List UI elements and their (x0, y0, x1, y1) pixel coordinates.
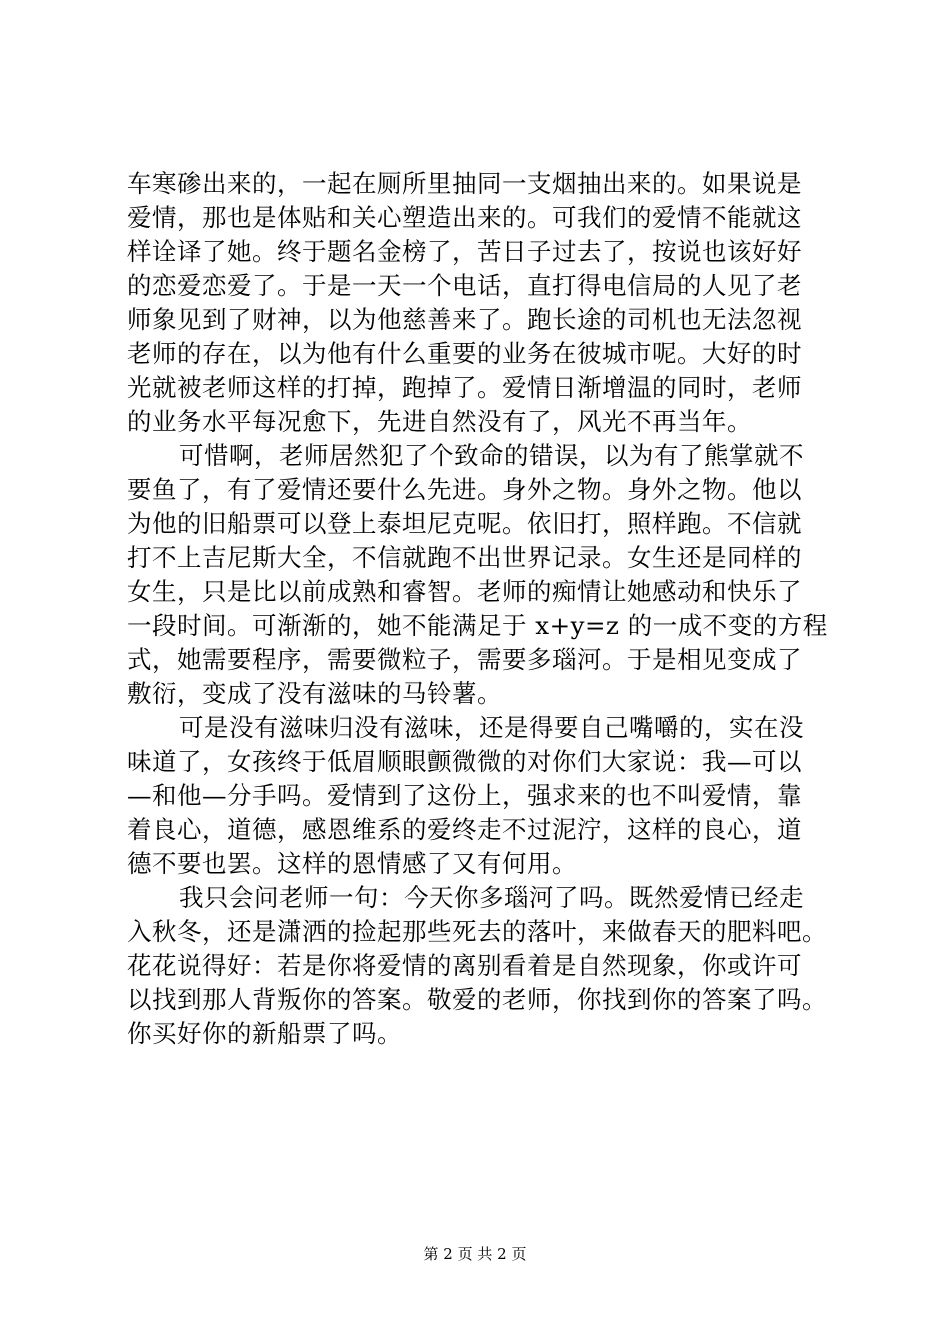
paragraph-4 (127, 881, 847, 1051)
text-line: 女生，只是比以前成熟和睿智。老师的痴情让她感动和快乐了 (127, 577, 802, 606)
text-line: 师象见到了财神，以为他慈善来了。跑长途的司机也无法忽视 (127, 305, 802, 334)
document-body (127, 167, 847, 1051)
text-line: 一段时间。可渐渐的，她不能满足于 x+y=z 的一成不变的方程 (127, 611, 828, 640)
text-line: 光就被老师这样的打掉，跑掉了。爱情日渐增温的同时，老师 (127, 373, 802, 402)
text-line: 敷衍，变成了没有滋味的马铃薯。 (127, 679, 502, 708)
text-line: 着良心，道德，感恩维系的爱终走不过泥泞，这样的良心，道 (127, 815, 802, 844)
text-line: 老师的存在，以为他有什么重要的业务在彼城市呢。大好的时 (127, 339, 802, 368)
text-line: 样诠译了她。终于题名金榜了，苦日子过去了，按说也该好好 (127, 237, 802, 266)
text-line: 味道了，女孩终于低眉顺眼颤微微的对你们大家说：我—可以 (127, 747, 802, 776)
text-line: 可是没有滋味归没有滋味，还是得要自己嘴嚼的，实在没 (179, 713, 804, 742)
text-line: 打不上吉尼斯大全，不信就跑不出世界记录。女生还是同样的 (127, 543, 802, 572)
page-number-label: 第 2 页 共 2 页 (423, 1245, 527, 1263)
text-line: 为他的旧船票可以登上泰坦尼克呢。依旧打，照样跑。不信就 (127, 509, 802, 538)
text-line: 可惜啊，老师居然犯了个致命的错误，以为有了熊掌就不 (179, 441, 804, 470)
text-line: 要鱼了，有了爱情还要什么先进。身外之物。身外之物。他以 (127, 475, 802, 504)
paragraph-3 (127, 711, 847, 881)
text-line: 花花说得好：若是你将爱情的离别看着是自然现象，你或许可 (127, 951, 802, 980)
text-line: 式，她需要程序，需要微粒子，需要多瑙河。于是相见变成了 (127, 645, 802, 674)
text-line: 的恋爱恋爱了。于是一天一个电话，直打得电信局的人见了老 (127, 271, 802, 300)
text-line: 爱情，那也是体贴和关心塑造出来的。可我们的爱情不能就这 (127, 203, 802, 232)
page-footer (0, 1244, 950, 1264)
text-line: 车寒碜出来的，一起在厕所里抽同一支烟抽出来的。如果说是 (127, 169, 802, 198)
text-line: 德不要也罢。这样的恩情感了又有何用。 (127, 849, 577, 878)
text-line: 的业务水平每况愈下，先进自然没有了，风光不再当年。 (127, 407, 752, 436)
paragraph-2 (127, 439, 847, 711)
text-line: —和他—分手吗。爱情到了这份上，强求来的也不叫爱情，靠 (127, 781, 802, 810)
text-line: 你买好你的新船票了吗。 (127, 1019, 402, 1048)
paragraph-1 (127, 167, 847, 439)
text-line: 我只会问老师一句：今天你多瑙河了吗。既然爱情已经走 (179, 883, 804, 912)
text-line: 入秋冬，还是潇洒的捡起那些死去的落叶，来做春天的肥料吧。 (127, 917, 827, 946)
text-line: 以找到那人背叛你的答案。敬爱的老师，你找到你的答案了吗。 (127, 985, 827, 1014)
